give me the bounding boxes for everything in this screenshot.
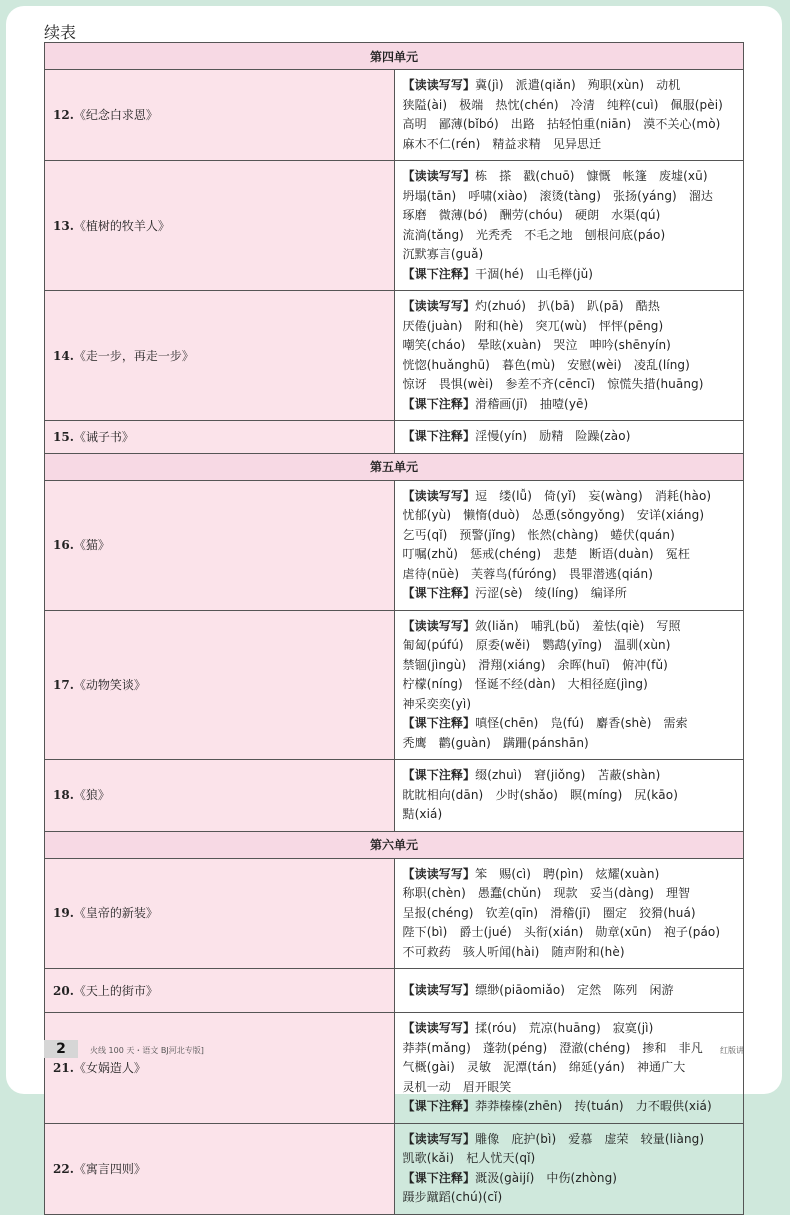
vocab-word: 灵机一动: [402, 1079, 451, 1094]
section-label: 【课下注释】: [402, 1170, 476, 1185]
vocab-word: 滚烫(tàng): [539, 188, 601, 203]
vocab-word: 扒(bā): [538, 299, 575, 313]
page-footer: [44, 1040, 744, 1060]
vocab-word: 鹳(guàn): [438, 735, 491, 750]
vocab-word: 晕眩(xuàn): [477, 338, 542, 352]
vocab-word: 溜达: [688, 188, 714, 203]
lesson-row: [45, 969, 744, 1013]
vocab-word: 凫(fú): [550, 716, 585, 730]
vocab-word: 出路: [510, 117, 535, 131]
vocab-word: 虚荣: [604, 1131, 629, 1146]
lesson-number: 18.: [53, 788, 74, 803]
lesson-number: 14.: [53, 348, 74, 363]
vocab-word: 陛下(bì): [402, 925, 448, 939]
vocab-section: [403, 76, 736, 154]
vocab-word: 纯粹(cuì): [606, 97, 659, 112]
unit-header-row: [45, 43, 744, 70]
vocab-word: 少时(shǎo): [495, 787, 559, 802]
vocab-word: 爱慕: [568, 1131, 593, 1146]
vocab-word: 蹑步蹴蹈(chú)(cǐ): [402, 1190, 503, 1204]
vocab-word: 险躁(zào): [575, 429, 631, 443]
vocab-section: [403, 865, 736, 963]
vocab-word: 蓬勃(péng): [482, 1040, 548, 1055]
vocab-word: 滑稽(jī): [550, 905, 591, 920]
lesson-title-cell: [45, 70, 395, 161]
lesson-title-cell: [45, 1123, 395, 1214]
vocab-word: 趴(pā): [586, 299, 624, 313]
vocab-word: 预警(jǐng): [459, 527, 516, 542]
lesson-row: [45, 610, 744, 760]
vocab-content-cell: [394, 858, 744, 969]
vocab-word: 窘(jiǒng): [534, 768, 586, 782]
section-label: 【课下注释】: [402, 586, 476, 600]
lesson-number: 20.: [53, 983, 74, 998]
vocab-word: 惩戒(chéng): [470, 547, 542, 561]
lesson-number: 22.: [53, 1161, 74, 1176]
vocab-word: 柠檬(níng): [402, 677, 463, 691]
vocab-word: 滑稽画(jī): [475, 396, 528, 411]
vocab-word: 温驯(xùn): [614, 638, 671, 652]
vocab-word: 流淌(tǎng): [402, 227, 464, 242]
vocab-word: 抽噎(yē): [539, 396, 589, 411]
lesson-title-cell: [45, 161, 395, 291]
vocab-word: 闲游: [649, 982, 674, 997]
vocab-word: 嘲笑(cháo): [402, 338, 466, 352]
vocab-word: 哺乳(bǔ): [530, 618, 580, 633]
vocab-word: 山毛榉(jǔ): [536, 266, 594, 281]
vocab-word: 懒惰(duò): [463, 508, 520, 522]
vocab-word: 炫耀(xuàn): [595, 866, 660, 881]
vocab-word: 缀(zhuì): [475, 768, 523, 782]
vocab-section: [403, 1130, 736, 1169]
vocab-word: 定然: [577, 982, 602, 997]
vocab-word: 殉职(xùn): [587, 78, 645, 92]
vocab-word: 敛(liǎn): [475, 618, 519, 633]
vocab-word: 叮嘱(zhǔ): [402, 547, 459, 561]
vocab-word: 拈轻怕重(niān): [546, 117, 632, 131]
vocab-word: 倚(yǐ): [544, 488, 577, 503]
vocab-word: 沉默寡言(guǎ): [402, 247, 484, 261]
vocab-word: 鄙薄(bǐbó): [438, 117, 499, 131]
section-label: 【课下注释】: [402, 1099, 476, 1113]
vocab-word: 瞑(míng): [570, 787, 623, 802]
vocab-word: 禁锢(jìngù): [402, 657, 467, 672]
section-label: 【读读写写】: [402, 78, 476, 92]
section-label: 【读读写写】: [402, 618, 476, 633]
vocab-word: 畏罪潜逃(qián): [568, 566, 653, 581]
vocab-word: 杞人忧天(qǐ): [466, 1151, 536, 1165]
lesson-row: [45, 70, 744, 161]
lesson-title: 《动物笑谈》: [73, 677, 146, 692]
lesson-title: 《狼》: [73, 788, 110, 803]
vocab-word: 搽: [499, 169, 512, 183]
vocab-word: 干涸(hé): [475, 266, 525, 281]
vocab-word: 光秃秃: [475, 227, 513, 242]
vocab-word: 圈定: [602, 905, 628, 920]
vocab-word: 滑翔(xiáng): [478, 657, 546, 672]
vocab-word: 精益求精: [492, 136, 541, 151]
vocab-word: 惊讶: [402, 377, 427, 391]
vocab-section: [403, 1169, 736, 1208]
vocab-word: 畏惧(wèi): [438, 377, 494, 391]
vocab-word: 麻木不仁(rén): [402, 136, 481, 151]
vocab-word: 刨根问底(páo): [584, 227, 666, 242]
vocab-word: 非凡: [678, 1040, 703, 1055]
vocab-word: 较量(liàng): [640, 1131, 705, 1146]
vocab-word: 神采奕奕(yì): [402, 696, 472, 711]
vocab-word: 袍子(páo): [663, 925, 721, 939]
vocab-word: 怂恿(sǒngyǒng): [531, 508, 625, 522]
lesson-title-cell: [45, 760, 395, 832]
vocab-word: 理智: [666, 886, 691, 900]
vocab-word: 怪诞不经(dàn): [474, 677, 556, 691]
lesson-number: 15.: [53, 429, 74, 444]
vocab-word: 钦差(qīn): [485, 905, 539, 920]
vocab-word: 怅然(chàng): [527, 527, 599, 542]
vocab-word: 蹒跚(pánshān): [502, 735, 589, 750]
vocab-word: 见异思迁: [552, 136, 602, 151]
vocab-word: 厌倦(juàn): [402, 318, 463, 333]
vocab-word: 怦怦(pēng): [598, 318, 664, 333]
vocab-word: 中伤(zhòng): [546, 1170, 618, 1185]
vocab-word: 高明: [402, 117, 427, 131]
lesson-number: 19.: [53, 906, 74, 921]
page-number: 2: [44, 1040, 78, 1058]
vocab-word: 苫蔽(shàn): [597, 768, 661, 782]
vocab-word: 逗: [475, 488, 488, 503]
section-label: 【课下注释】: [402, 266, 476, 281]
vocab-word: 戳(chuō): [523, 169, 575, 183]
vocab-word: 虐待(nüè): [402, 566, 460, 581]
vocab-word: 抟(tuán): [574, 1099, 624, 1113]
vocab-word: 呼啸(xiào): [468, 188, 528, 203]
lesson-row: [45, 858, 744, 969]
vocab-word: 笨: [475, 866, 488, 881]
vocab-word: 荒凉(huāng): [528, 1021, 601, 1035]
vocab-word: 灼(zhuó): [475, 299, 527, 313]
vocab-word: 缥缈(piāomiǎo): [475, 982, 566, 997]
vocab-word: 眈眈相向(dān): [402, 787, 484, 802]
vocab-word: 琢磨: [402, 208, 427, 222]
vocab-word: 淫慢(yín): [475, 429, 528, 443]
vocab-word: 呈报(chéng): [402, 905, 474, 920]
vocab-word: 坍塌(tān): [402, 188, 457, 203]
vocab-word: 澄澈(chéng): [559, 1040, 631, 1055]
lesson-title-cell: [45, 858, 395, 969]
vocab-word: 废墟(xū): [658, 169, 708, 183]
lesson-title: 《寓言四则》: [73, 1161, 146, 1176]
vocab-word: 安慰(wèi): [567, 357, 622, 372]
vocab-word: 冷清: [570, 97, 595, 112]
vocab-word: 气概(gài): [402, 1060, 455, 1074]
vocab-word: 绵延(yán): [568, 1060, 625, 1074]
lesson-title: 《植树的牧羊人》: [73, 218, 170, 233]
lesson-row: [45, 1013, 744, 1124]
vocab-word: 蜷伏(quán): [610, 527, 675, 542]
vocab-word: 现款: [553, 886, 578, 900]
vocab-section: [403, 714, 736, 753]
vocab-word: 热忱(chén): [495, 97, 559, 112]
unit-header-row: [45, 831, 744, 858]
vocab-word: 不毛之地: [524, 227, 573, 242]
vocab-word: 帐篷: [622, 169, 647, 183]
vocab-word: 冤枉: [665, 547, 690, 561]
vocab-section: [403, 167, 736, 265]
lesson-number: 16.: [53, 538, 74, 552]
vocab-word: 附和(hè): [474, 318, 524, 333]
lesson-row: [45, 760, 744, 832]
vocab-word: 俯冲(fǔ): [622, 657, 668, 672]
vocab-word: 力不暇供(xiá): [635, 1099, 712, 1113]
lesson-title: 《皇帝的新装》: [73, 906, 158, 921]
lesson-title: 《天上的街市》: [73, 983, 158, 998]
vocab-content-cell: [394, 969, 744, 1013]
lesson-number: 17.: [53, 677, 74, 692]
vocab-content-cell: [394, 1123, 744, 1214]
unit-title: 第六单元: [45, 831, 744, 858]
vocab-word: 爵士(jué): [459, 925, 512, 939]
vocab-word: 污涩(sè): [475, 586, 523, 600]
vocab-section: [403, 297, 736, 395]
vocab-word: 狡猾(huá): [639, 905, 696, 920]
vocab-word: 芙蓉鸟(fúróng): [471, 566, 557, 581]
vocab-word: 恍惚(huǎnghū): [402, 357, 490, 372]
vocab-word: 安详(xiáng): [636, 508, 705, 522]
vocab-word: 硬朗: [574, 208, 600, 222]
vocab-word: 慷慨: [586, 169, 611, 183]
lesson-title: 《女娲造人》: [73, 1060, 146, 1075]
vocab-word: 眉开眼笑: [462, 1079, 512, 1094]
vocab-word: 庇护(bì): [511, 1131, 557, 1146]
section-label: 【读读写写】: [402, 982, 476, 997]
section-label: 【课下注释】: [402, 768, 476, 782]
vocab-word: 勋章(xūn): [595, 925, 652, 939]
vocab-section: [403, 395, 736, 415]
vocab-section: [403, 617, 736, 715]
vocab-word: 消耗(hào): [654, 488, 712, 503]
vocab-word: 神通广大: [636, 1060, 686, 1074]
lesson-title: 《走一步，再走一步》: [73, 348, 194, 363]
section-label: 【读读写写】: [402, 169, 476, 183]
vocab-word: 酷热: [635, 299, 660, 313]
vocab-word: 溉汲(gàijí): [475, 1170, 535, 1185]
lesson-row: [45, 480, 744, 610]
vocab-content-cell: [394, 610, 744, 760]
vocab-word: 莽莽榛榛(zhēn): [475, 1099, 563, 1113]
vocab-word: 称职(chèn): [402, 886, 466, 900]
vocab-word: 愚蠢(chǔn): [477, 886, 542, 900]
vocab-word: 尻(kāo): [634, 787, 678, 802]
section-label: 【读读写写】: [402, 299, 476, 313]
vocab-word: 凌乱(líng): [633, 357, 690, 372]
vocab-word: 莽莽(mǎng): [402, 1040, 471, 1055]
unit-title: 第五单元: [45, 453, 744, 480]
section-label: 【读读写写】: [402, 866, 476, 881]
vocab-word: 骇人听闻(hài): [462, 944, 540, 959]
vocab-word: 栋: [475, 169, 488, 183]
vocab-section: [403, 265, 736, 285]
vocab-word: 原委(wěi): [475, 638, 531, 652]
vocab-word: 大相径庭(jìng): [567, 677, 648, 691]
vocab-word: 微薄(bó): [438, 208, 488, 222]
vocab-word: 嗔怪(chēn): [475, 716, 539, 730]
vocab-word: 缕(lǚ): [499, 488, 533, 503]
vocab-content-cell: [394, 480, 744, 610]
vocab-word: 揉(róu): [475, 1021, 517, 1035]
vocab-word: 惊慌失措(huāng): [607, 377, 704, 391]
vocab-word: 秃鹰: [402, 735, 427, 750]
vocab-word: 极端: [459, 97, 484, 112]
vocab-word: 励精: [539, 429, 564, 443]
vocab-word: 狭隘(ài): [402, 97, 448, 112]
vocab-content-cell: [394, 1013, 744, 1124]
section-label: 【读读写写】: [402, 1021, 476, 1035]
vocab-word: 佩服(pèi): [670, 97, 723, 112]
vocab-word: 呻吟(shēnyín): [589, 338, 671, 352]
lesson-title-cell: [45, 480, 395, 610]
unit-header-row: [45, 453, 744, 480]
vocab-word: 张扬(yáng): [612, 188, 677, 203]
footer-right-label: 红版讲: [720, 1046, 744, 1055]
lesson-title-cell: [45, 291, 395, 421]
vocab-word: 灵敏: [466, 1060, 492, 1074]
vocab-word: 赐(cì): [499, 866, 532, 881]
section-label: 【课下注释】: [402, 396, 476, 411]
lesson-title: 《猫》: [73, 538, 110, 552]
footer-book-title: 火线 100 天・语文 BJ河北专版]: [90, 1046, 204, 1055]
vocab-section: [403, 1097, 736, 1117]
vocab-word: 泥潭(tán): [503, 1060, 557, 1074]
vocab-word: 不可救药: [402, 944, 451, 959]
vocab-word: 参差不齐(cēncī): [505, 377, 596, 391]
vocab-section: [403, 487, 736, 585]
vocab-word: 鹦鹉(yīng): [542, 638, 603, 652]
lesson-row: [45, 421, 744, 454]
vocab-word: 暮色(mù): [501, 357, 556, 372]
vocab-word: 妄(wàng): [588, 488, 643, 503]
vocab-word: 漠不关心(mò): [643, 117, 721, 131]
vocab-word: 寂寞(jì): [612, 1021, 654, 1035]
vocab-word: 黠(xiá): [402, 807, 443, 821]
vocab-word: 匍匐(púfú): [402, 638, 464, 652]
vocab-word: 随声附和(hè): [551, 944, 625, 959]
vocab-content-cell: [394, 291, 744, 421]
lesson-title-cell: [45, 610, 395, 760]
vocab-word: 写照: [656, 618, 681, 633]
lesson-title-cell: [45, 969, 395, 1013]
vocab-word: 断语(duàn): [589, 547, 654, 561]
vocab-word: 需索: [663, 716, 688, 730]
lesson-title-cell: [45, 421, 395, 454]
vocab-word: 乞丐(qǐ): [402, 527, 448, 542]
vocab-table: [44, 42, 744, 1215]
section-label: 【读读写写】: [402, 488, 476, 503]
lesson-number: 13.: [53, 218, 74, 233]
vocab-word: 突兀(wù): [535, 318, 587, 333]
vocab-content-cell: [394, 760, 744, 832]
lesson-title: 《诫子书》: [73, 429, 134, 444]
vocab-section: [403, 766, 736, 825]
section-label: 【课下注释】: [402, 429, 476, 443]
section-label: 【课下注释】: [402, 716, 476, 730]
vocab-word: 头衔(xián): [523, 925, 584, 939]
vocab-content-cell: [394, 421, 744, 454]
vocab-word: 动机: [656, 78, 681, 92]
vocab-word: 雕像: [475, 1131, 500, 1146]
vocab-word: 陈列: [613, 982, 638, 997]
vocab-section: [403, 584, 736, 604]
vocab-word: 忧郁(yù): [402, 508, 452, 522]
vocab-word: 掺和: [642, 1040, 667, 1055]
vocab-word: 编译所: [590, 586, 627, 600]
vocab-word: 绫(líng): [534, 586, 579, 600]
vocab-word: 麝香(shè): [596, 716, 652, 730]
vocab-word: 聘(pìn): [543, 866, 584, 881]
vocab-content-cell: [394, 70, 744, 161]
vocab-word: 羞怯(qiè): [592, 618, 645, 633]
lesson-number: 21.: [53, 1060, 74, 1075]
vocab-word: 余晖(huī): [557, 657, 611, 672]
vocab-word: 妥当(dàng): [589, 886, 654, 900]
lesson-title: 《纪念白求恩》: [73, 108, 158, 122]
lesson-row: [45, 291, 744, 421]
vocab-word: 水渠(qú): [611, 208, 661, 222]
vocab-word: 酬劳(chóu): [499, 208, 563, 222]
lesson-row: [45, 1123, 744, 1214]
lesson-title-cell: [45, 1013, 395, 1124]
continued-table-title: 续表: [44, 23, 77, 42]
vocab-word: 哭泣: [553, 338, 578, 352]
vocab-section: [403, 981, 736, 1001]
lesson-number: 12.: [53, 108, 74, 122]
vocab-word: 冀(jì): [475, 78, 504, 92]
unit-title: 第四单元: [45, 43, 744, 70]
section-label: 【读读写写】: [402, 1131, 476, 1146]
vocab-word: 悲楚: [553, 547, 578, 561]
vocab-word: 凯歌(kǎi): [402, 1151, 455, 1165]
lesson-row: [45, 161, 744, 291]
vocab-section: [403, 427, 736, 447]
vocab-content-cell: [394, 161, 744, 291]
vocab-word: 派遣(qiǎn): [515, 78, 576, 92]
